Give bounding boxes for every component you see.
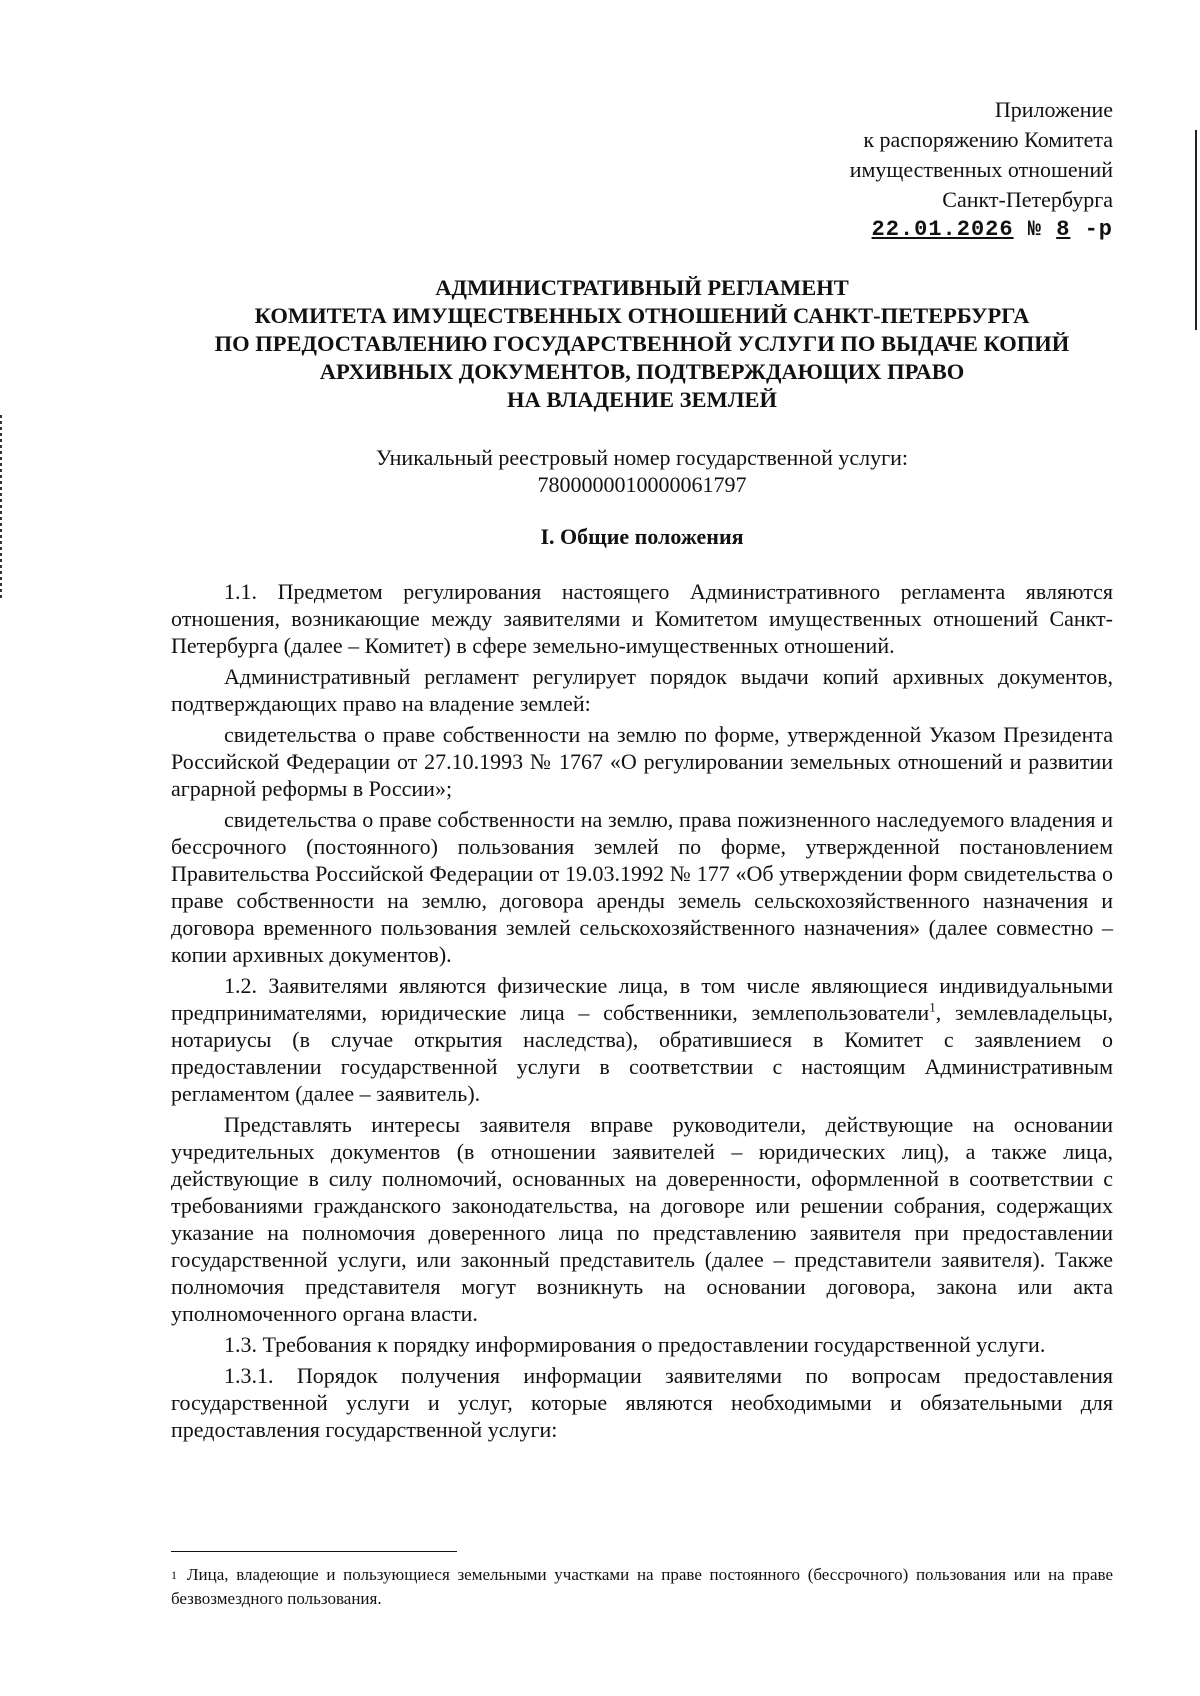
order-date: 22.01.2026	[871, 217, 1014, 242]
scan-edge-right	[1195, 130, 1197, 330]
order-date-number	[171, 217, 1113, 242]
order-number-label: №	[1027, 217, 1042, 242]
footnote-text: Лица, владеющие и пользующиеся земельными участками на праве постоянного (бессрочного) пользования или на праве безвозмездного пользования.	[171, 1565, 1113, 1608]
title-line: АДМИНИСТРАТИВНЫЙ РЕГЛАМЕНТ	[435, 275, 849, 300]
section-title: I. Общие положения	[540, 524, 744, 549]
title-line: НА ВЛАДЕНИЕ ЗЕМЛЕЙ	[506, 387, 778, 412]
document-page	[171, 95, 1113, 1443]
registry-number: 7800000010000061797	[537, 472, 747, 497]
footnote-mark: 1	[171, 1568, 177, 1582]
body-text	[171, 578, 1113, 1443]
registry-block	[171, 444, 1113, 498]
registry-label: Уникальный реестровый номер государственной услуги:	[376, 445, 908, 470]
appendix-line: к распоряжению Комитета	[863, 127, 1113, 152]
paragraph: свидетельства о праве собственности на землю по форме, утвержденной Указом Президента Российской Федерации от 27.10.1993 № 1767 «О регулировании земельных отношений и развитии аграрной реформы в России»;	[171, 722, 1113, 801]
order-number-suffix: -р	[1084, 217, 1113, 242]
footnote	[171, 1563, 1113, 1611]
paragraph-text: , землевладельцы, нотариусы (в случае открытия наследства), обратившиеся в Комитет с заявлением о предоставлении государственной услуги в соответствии с настоящим Административным регламентом (далее – заявитель).	[171, 1000, 1113, 1106]
paragraph: свидетельства о праве собственности на землю, права пожизненного наследуемого владения и бессрочного (постоянного) пользования землей по форме, утвержденной постановлением Правительства Российской Федерации от 19.03.1992 № 177 «Об утверждении форм свидетельства о праве собственности на землю, договора аренды земель сельскохозяйственного назначения и договора временного пользования землей сельскохозяйственного назначения» (далее совместно – копии архивных документов).	[171, 807, 1113, 967]
paragraph: Представлять интересы заявителя вправе руководители, действующие на основании учредительных документов (в отношении заявителей – юридических лиц), а также лица, действующие в силу полномочий, основанных на доверенности, оформленной в соответствии с требованиями гражданского законодательства, на договоре или решении собрания, содержащих указание на полномочия доверенного лица по представлению заявителя при предоставлении государственной услуги, или законный представитель (далее – представители заявителя). Также полномочия представителя могут возникнуть на основании договора, закона или акта уполномоченного органа власти.	[171, 1112, 1113, 1326]
appendix-line: имущественных отношений	[849, 157, 1113, 182]
paragraph: 1.1. Предметом регулирования настоящего Административного регламента являются отношения, возникающие между заявителями и Комитетом имущественных отношений Санкт-Петербурга (далее – Комитет) в сфере земельно-имущественных отношений.	[171, 579, 1113, 658]
order-number: 8	[1056, 217, 1071, 242]
footnote-divider	[171, 1551, 457, 1552]
paragraph: Административный регламент регулирует порядок выдачи копий архивных документов, подтверждающих право на владение землей:	[171, 664, 1113, 716]
title-line: АРХИВНЫХ ДОКУМЕНТОВ, ПОДТВЕРЖДАЮЩИХ ПРАВО	[319, 359, 965, 384]
paragraph: 1.3.1. Порядок получения информации заявителями по вопросам предоставления государственной услуги и услуг, которые являются необходимыми и обязательными для предоставления государственной услуги:	[171, 1363, 1113, 1442]
scan-edge-left	[0, 415, 2, 600]
appendix-line: Санкт-Петербурга	[942, 187, 1113, 212]
document-title	[171, 274, 1113, 414]
paragraph-text: 1.2. Заявителями являются физические лица, в том числе являющиеся индивидуальными предпринимателями, юридические лица – собственники, землепользователи	[171, 973, 1113, 1025]
title-line: КОМИТЕТА ИМУЩЕСТВЕННЫХ ОТНОШЕНИЙ САНКТ-ПЕТЕРБУРГА	[254, 303, 1030, 328]
appendix-block	[171, 95, 1113, 215]
title-line: ПО ПРЕДОСТАВЛЕНИЮ ГОСУДАРСТВЕННОЙ УСЛУГИ ПО ВЫДАЧЕ КОПИЙ	[214, 331, 1070, 356]
paragraph: 1.3. Требования к порядку информирования о предоставлении государственной услуги.	[224, 1332, 1046, 1357]
appendix-line: Приложение	[994, 97, 1113, 122]
footnote-reference: 1	[929, 999, 936, 1015]
paragraph	[171, 972, 1113, 1107]
